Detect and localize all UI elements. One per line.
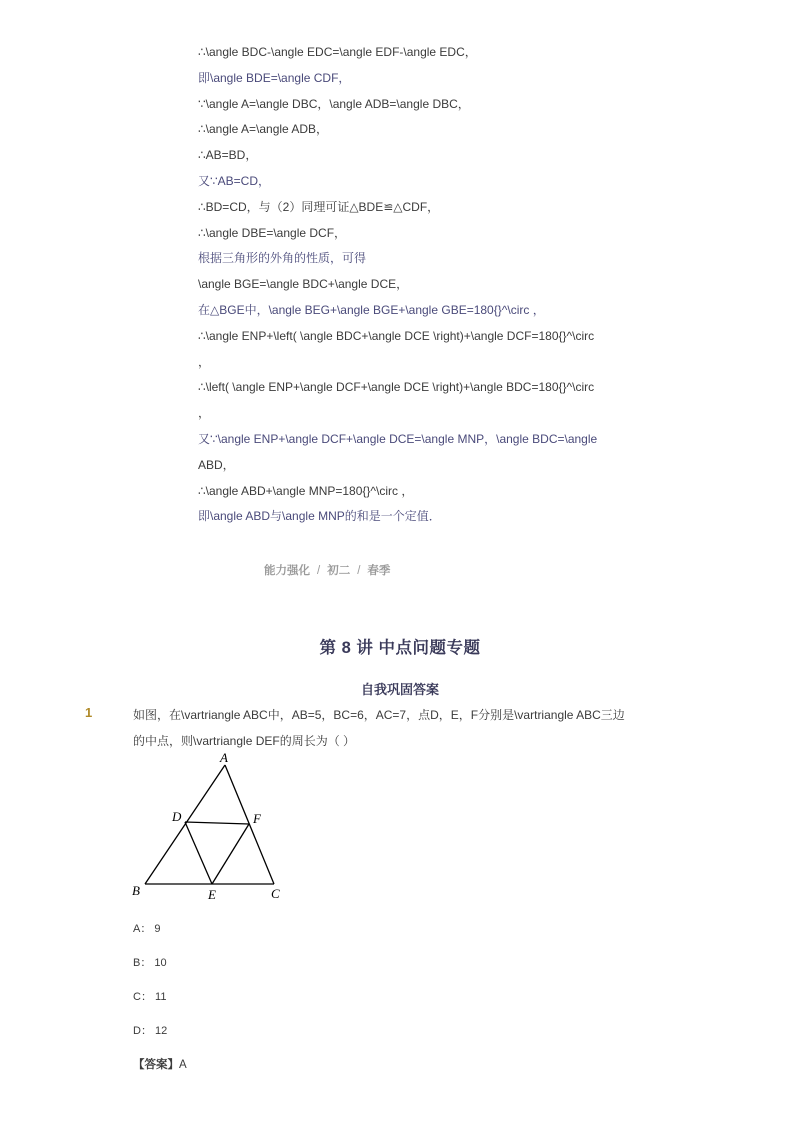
proof-line: ， [198,354,211,369]
proof-line: 即\angle ABD与\angle MNP的和是一个定值． [198,509,441,524]
label-a: A [220,750,228,765]
proof-line: ∵\angle A=\angle DBC，\angle ADB=\angle DBC， [198,96,470,111]
proof-line: ∴\angle BDC-\angle EDC=\angle EDF-\angle EDC， [198,45,477,59]
page-footer [264,562,390,578]
option-b [133,954,167,970]
proof-line: ∴AB=BD， [198,148,258,163]
option-d [133,1022,167,1038]
segment-ac [225,765,274,884]
footer-season: 春季 [367,565,391,577]
segment-ab [145,765,225,884]
proof-line: ABD， [198,457,235,472]
proof-line: ∴\angle ENP+\left( \angle BDC+\angle DCE \right)+\angle DCF=180{}^\circ [198,328,595,343]
proof-line: 又∵\angle ENP+\angle DCF+\angle DCE=\angle MNP，\angle BDC=\angle [198,431,598,446]
footer-separator: / [357,565,361,577]
proof-line: \angle BGE=\angle BDC+\angle DCE， [198,277,409,292]
proof-line: 根据三角形的外角的性质，可得 [198,251,367,266]
proof-line: ∴\left( \angle ENP+\angle DCF+\angle DCE \right)+\angle BDC=180{}^\circ [198,380,595,395]
label-d: D [172,809,182,824]
footer-grade: 初二 [327,565,351,577]
question-text: 如图，在\vartriangle ABC中，AB=5，BC=6，AC=7，点D，E，F分别是\vartriangle ABC三边的中点，则\vartriangle DEF的周长为（ ） [133,708,625,748]
answer-tag: 【答案】 [133,1059,179,1071]
answer-line [133,1056,187,1072]
footer-separator: / [317,565,321,577]
proof-line: ∴\angle ABD+\angle MNP=180{}^\circ ， [198,483,414,498]
option-value: 12 [155,1025,168,1037]
option-letter: C： [133,991,152,1003]
proof-line: ∴BD=CD，与（2）同理可证△BDE≌△CDF， [198,199,440,214]
question-number: 1 [85,705,93,720]
option-value: 11 [155,991,167,1003]
option-letter: A： [133,923,152,935]
option-value: 9 [154,923,161,935]
proof-line: 在△BGE中，\angle BEG+\angle BGE+\angle GBE=180{}^\circ ， [198,302,545,317]
section-title: 自我巩固答案 [360,682,439,697]
label-f: F [253,811,261,826]
label-b: B [132,883,140,898]
proof-line: ∴\angle DBE=\angle DCF， [198,225,347,240]
proof-block [198,40,628,530]
answer-value: A [179,1059,187,1071]
label-e: E [208,887,216,902]
proof-line: 即\angle BDE=\angle CDF， [198,70,351,85]
proof-line: 又∵AB=CD， [198,173,270,188]
segment-ef [212,824,249,884]
proof-line: ∴\angle A=\angle ADB， [198,122,329,137]
option-value: 10 [154,957,167,969]
label-c: C [271,886,280,901]
option-a [133,920,161,936]
lecture-title: 第 8 讲 中点问题专题 [319,639,481,657]
segment-df [185,822,249,824]
proof-line: ， [198,406,211,421]
footer-course: 能力强化 [264,565,310,577]
triangle-figure [128,750,298,905]
option-letter: B： [133,957,152,969]
segment-de [185,822,212,884]
option-letter: D： [133,1025,152,1037]
option-c [133,988,166,1004]
